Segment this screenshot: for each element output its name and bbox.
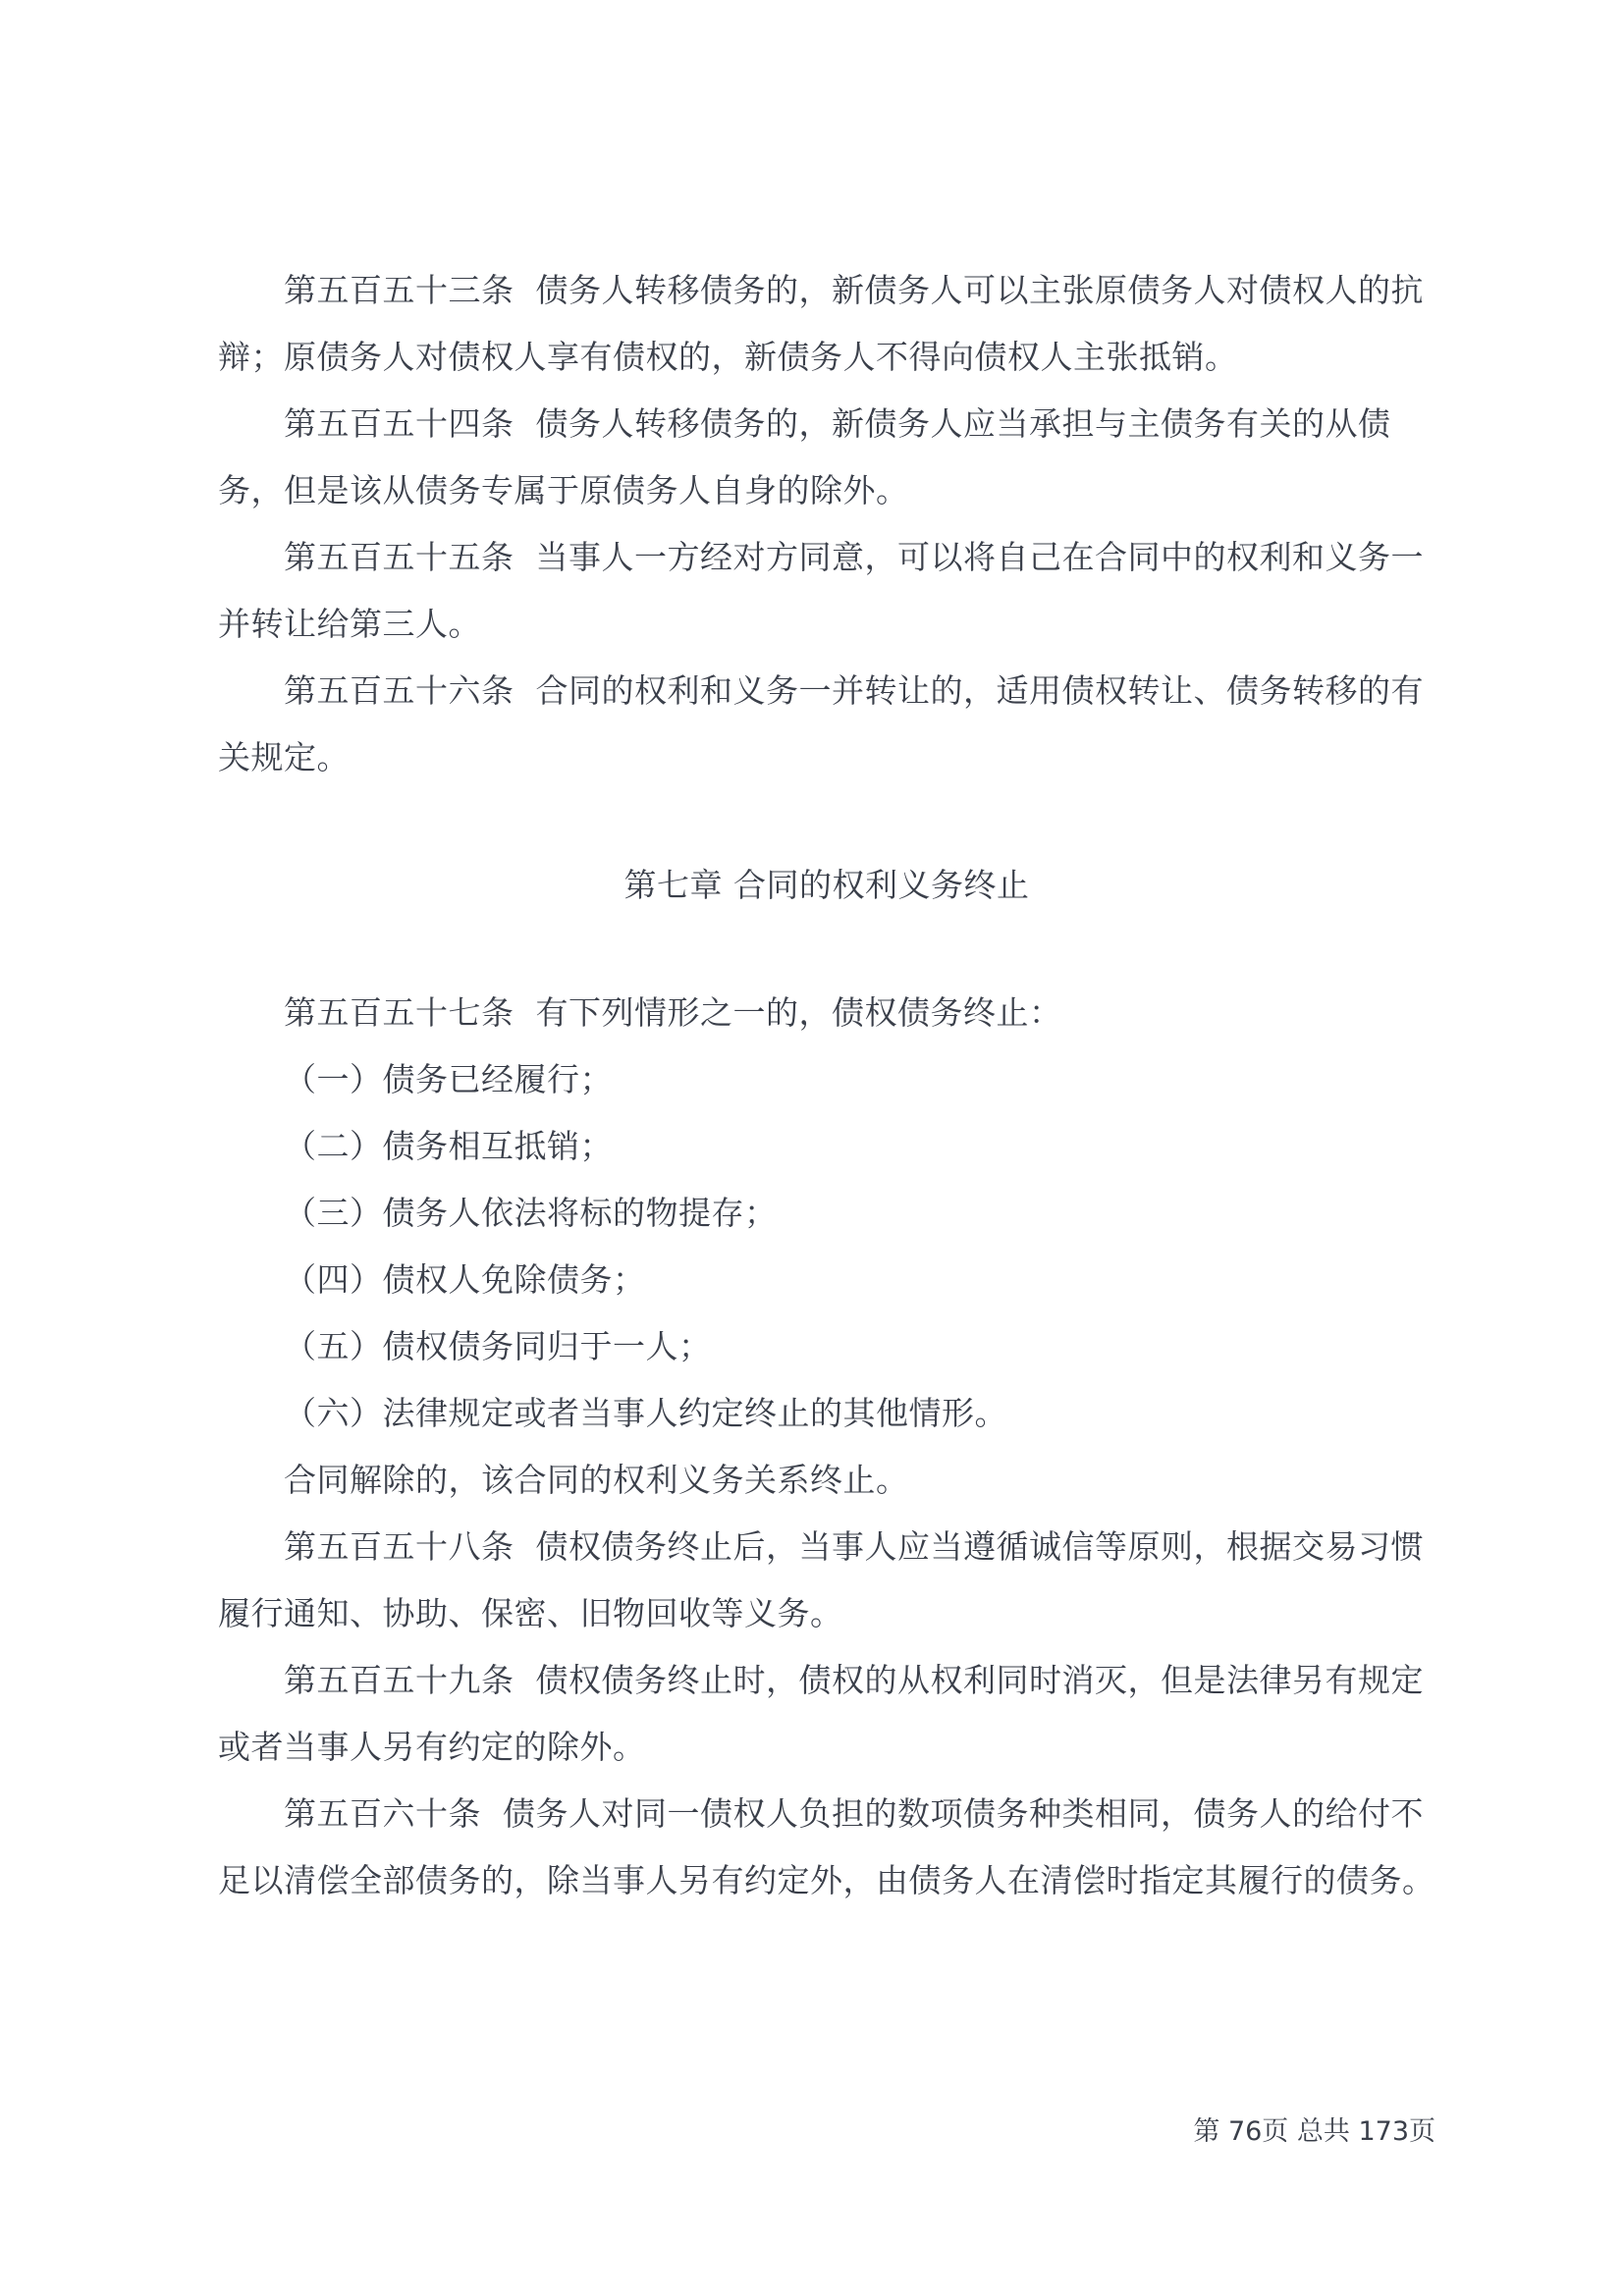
article-557-item: （二）债务相互抵销；	[284, 1127, 613, 1165]
article-558: 第五百五十八条 债权债务终止后，当事人应当遵循诚信等原则，根据交易习惯履行通知、协助、保密、旧物回收等义务。	[218, 1527, 1424, 1632]
page-number: 第 76页 总共 173页	[1193, 2116, 1435, 2147]
article-560: 第五百六十条 债务人对同一债权人负担的数项债务种类相同，债务人的给付不足以清偿全部债务的，除当事人另有约定外，由债务人在清偿时指定其履行的债务。	[218, 1794, 1435, 1899]
chapter-title: 第七章 合同的权利义务终止	[623, 866, 1030, 904]
article-554: 第五百五十四条 债务人转移债务的，新债务人应当承担与主债务有关的从债务，但是该从债务专属于原债务人自身的除外。	[218, 404, 1391, 509]
article-557-item: （三）债务人依法将标的物提存；	[284, 1194, 778, 1232]
article-557-intro: 第五百五十七条 有下列情形之一的，债权债务终止：	[284, 993, 1062, 1032]
article-557-item: （一）债务已经履行；	[284, 1060, 613, 1098]
document-body	[218, 257, 1435, 1914]
article-557-item: （六）法律规定或者当事人约定终止的其他情形。	[284, 1394, 1007, 1432]
article-557-item: （五）债权债务同归于一人；	[284, 1327, 712, 1365]
article-559: 第五百五十九条 债权债务终止时，债权的从权利同时消灭，但是法律另有规定或者当事人另有约定的除外。	[218, 1661, 1424, 1766]
page-footer	[1193, 2112, 1435, 2152]
article-555: 第五百五十五条 当事人一方经对方同意，可以将自己在合同中的权利和义务一并转让给第三人。	[218, 538, 1424, 643]
article-556: 第五百五十六条 合同的权利和义务一并转让的，适用债权转让、债务转移的有关规定。	[218, 671, 1424, 776]
article-557-closing: 合同解除的，该合同的权利义务关系终止。	[284, 1461, 909, 1499]
article-553: 第五百五十三条 债务人转移债务的，新债务人可以主张原债务人对债权人的抗辩；原债务人对债权人享有债权的，新债务人不得向债权人主张抵销。	[218, 271, 1424, 376]
article-557-item: （四）债权人免除债务；	[284, 1260, 646, 1299]
